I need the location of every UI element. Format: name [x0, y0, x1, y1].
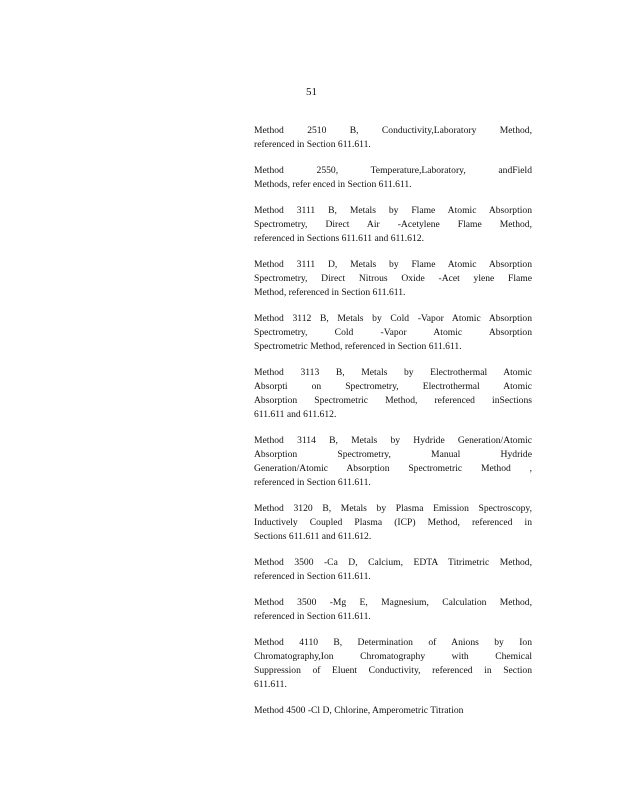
method-entry-line: Method 4110 B, Determination of Anions by Ion — [254, 637, 532, 648]
method-entry — [254, 258, 532, 300]
method-entry-line: Method 3111 B, Metals by Flame Atomic Absorption — [254, 205, 532, 216]
method-entry-line: Sections 611.611 and 611.612. — [254, 531, 372, 542]
method-list — [254, 124, 532, 730]
method-entry — [254, 124, 532, 152]
method-entry-line: Spectrometry, Direct Nitrous Oxide -Acet ylene Flame — [254, 273, 532, 284]
method-entry — [254, 434, 532, 490]
method-entry-line: Method 3111 D, Metals by Flame Atomic Absorption — [254, 259, 532, 270]
method-entry-line: Method 3500 -Ca D, Calcium, EDTA Titrimetric Method, — [254, 557, 532, 568]
method-entry — [254, 312, 532, 354]
method-entry — [254, 596, 532, 624]
method-entry — [254, 204, 532, 246]
method-entry — [254, 636, 532, 692]
method-entry-line: referenced in Section 611.611. — [254, 139, 371, 150]
method-entry-line: Chromatography,Ion Chromatography with Chemical — [254, 651, 532, 662]
method-entry-line: Spectrometry, Direct Air -Acetylene Flame Method, — [254, 219, 532, 230]
method-entry-line: Method 3112 B, Metals by Cold -Vapor Atomic Absorption — [254, 313, 532, 324]
method-entry-line: Absorption Spectrometry, Manual Hydride — [254, 449, 532, 460]
method-entry-line: Method 4500 -Cl D, Chlorine, Amperometric Titration — [254, 705, 464, 716]
method-entry-line: Generation/Atomic Absorption Spectrometric Method , — [254, 463, 532, 474]
method-entry-line: 611.611 and 611.612. — [254, 409, 337, 420]
method-entry-line: referenced in Sections 611.611 and 611.612. — [254, 233, 424, 244]
method-entry-line: referenced in Section 611.611. — [254, 477, 371, 488]
method-entry-line: Method 2510 B, Conductivity,Laboratory Method, — [254, 125, 532, 136]
page-number: 51 — [306, 86, 317, 98]
method-entry-line: Method 3500 -Mg E, Magnesium, Calculation Method, — [254, 597, 532, 608]
method-entry-line: Spectrometry, Cold -Vapor Atomic Absorption — [254, 327, 532, 338]
method-entry-line: Inductively Coupled Plasma (ICP) Method, referenced in — [254, 517, 532, 528]
method-entry-line: 611.611. — [254, 679, 287, 690]
method-entry — [254, 164, 532, 192]
method-entry-line: Method 2550, Temperature,Laboratory, andField — [254, 165, 532, 176]
method-entry-line: referenced in Section 611.611. — [254, 571, 371, 582]
method-entry-line: Absorpti on Spectrometry, Electrothermal Atomic — [254, 381, 532, 392]
method-entry-line: referenced in Section 611.611. — [254, 611, 371, 622]
method-entry-line: Method 3113 B, Metals by Electrothermal Atomic — [254, 367, 532, 378]
method-entry — [254, 502, 532, 544]
method-entry — [254, 704, 532, 718]
method-entry-line: Method 3114 B, Metals by Hydride Generation/Atomic — [254, 435, 532, 446]
method-entry-line: Absorption Spectrometric Method, referenced inSections — [254, 395, 532, 406]
method-entry-line: Spectrometric Method, referenced in Section 611.611. — [254, 341, 462, 352]
method-entry-line: Methods, refer enced in Section 611.611. — [254, 179, 412, 190]
method-entry — [254, 556, 532, 584]
method-entry-line: Method, referenced in Section 611.611. — [254, 287, 406, 298]
method-entry — [254, 366, 532, 422]
method-entry-line: Method 3120 B, Metals by Plasma Emission Spectroscopy, — [254, 503, 532, 514]
method-entry-line: Suppression of Eluent Conductivity, referenced in Section — [254, 665, 532, 676]
